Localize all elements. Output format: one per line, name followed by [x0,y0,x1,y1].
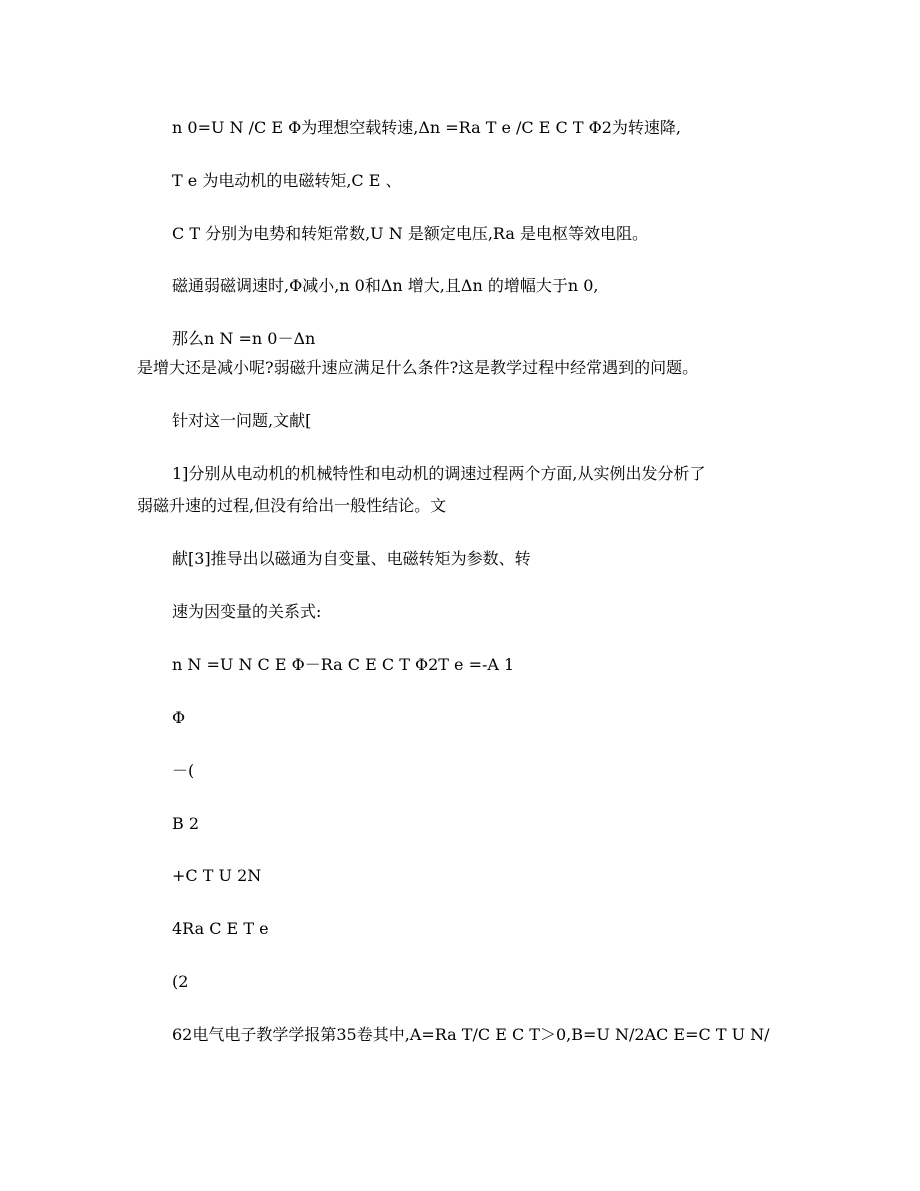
text-line: 1]分别从电动机的机械特性和电动机的调速过程两个方面,从实例出发分析了 [172,464,706,483]
formula-line: －( [172,761,195,780]
formula-line: B 2 [172,814,200,833]
text-line: 针对这一问题,文献[ [172,411,312,430]
text-line: n 0=U N /C E Φ为理想空载转速,Δn =Ra T e /C E C T Φ2为转速降, [172,118,681,137]
text-line: 磁通弱磁调速时,Φ减小,n 0和Δn 增大,且Δn 的增幅大于n 0, [172,276,599,295]
text-line: T e 为电动机的电磁转矩,C E 、 [172,171,402,190]
text-line: 是增大还是减小呢?弱磁升速应满足什么条件?这是教学过程中经常遇到的问题。 [137,358,699,377]
text-line: 弱磁升速的过程,但没有给出一般性结论。文 [137,496,447,515]
formula-line: n N =U N C E Φ－Ra C E C T Φ2T e =-A 1 [172,655,515,674]
text-line: 那么n N =n 0－Δn [172,329,316,348]
formula-line: 4Ra C E T e [172,919,269,938]
text-line: 速为因变量的关系式: [172,602,322,621]
text-line: C T 分别为电势和转矩常数,U N 是额定电压,Ra 是电枢等效电阻。 [172,224,648,243]
formula-line: (2 [172,972,189,991]
formula-line: Φ [172,708,186,727]
text-line: 献[3]推导出以磁通为自变量、电磁转矩为参数、转 [172,549,531,568]
formula-line: +C T U 2N [172,866,262,885]
text-line: 62电气电子教学学报第35卷其中,A=Ra T/C E C T＞0,B=U N/2AC E=C T U N/ [172,1025,770,1044]
